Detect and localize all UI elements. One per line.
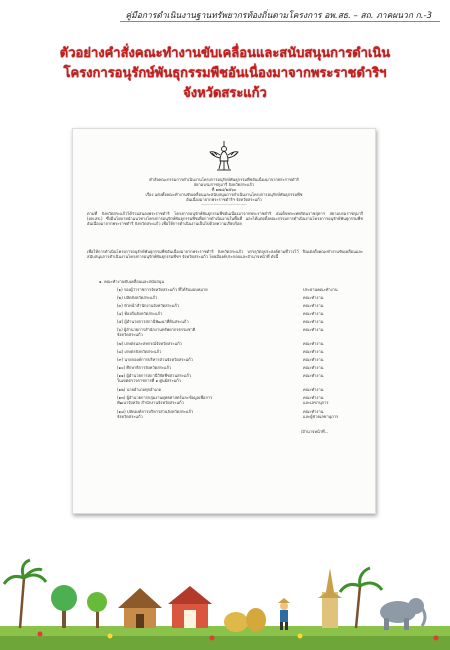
member-name: (๑๐) ศึกษาธิการจังหวัดสระแก้ว [117, 365, 172, 370]
document-scan [72, 128, 376, 514]
header-divider [120, 21, 440, 22]
member-name: (๑๒) นายอำเภอทุกอำเภอ [117, 387, 162, 392]
member-role: คณะทำงาน [303, 357, 324, 362]
garuda-emblem-icon [209, 139, 239, 173]
member-role: ประธานคณะทำงาน [303, 287, 338, 292]
page-header [0, 6, 450, 22]
order-heading-1: คำสั่งคณะกรรมการดำเนินงานโครงการอนุรักษ์พันธุกรรมพืชอันเนื่องมาจากพระราชดำริ [149, 177, 299, 182]
member-role: คณะทำงาน [303, 295, 324, 300]
member-role: คณะทำงาน [303, 303, 324, 308]
tree-icon [51, 585, 107, 628]
member-name: (๔) ท้องถิ่นจังหวัดสระแก้ว [117, 311, 163, 316]
member-name: (๑๑) ผู้อำนวยการสถานีวิจัยพืชสวนสระแก้ว [117, 373, 192, 378]
member-name: พัฒนาจังหวัด สำนักงานจังหวัดสระแก้ว [117, 400, 184, 405]
rural-scene-illustration [0, 548, 450, 650]
order-number: ที่ ๑๗๘/๒๕๖๐ [211, 187, 237, 192]
barn-icon [168, 586, 212, 628]
member-role: คณะทำงาน [303, 311, 324, 316]
elephant-icon [380, 598, 425, 630]
member-role: คณะทำงาน [303, 409, 324, 414]
member-role: และเลขานุการ [303, 400, 329, 405]
member-name: จังหวัดสระแก้ว [117, 332, 143, 337]
member-role: คณะทำงาน [303, 319, 324, 324]
member-role: คณะทำงาน [303, 395, 324, 400]
member-name: (๒) ปลัดจังหวัดสระแก้ว [117, 295, 158, 300]
subject-separator: ------------------------------------------- [200, 202, 248, 206]
order-heading-2: สยามบรมราชกุมารี จังหวัดสระแก้ว [193, 182, 255, 187]
palm-tree-right-icon [340, 568, 382, 628]
member-name: (๗) เกษตรและสหกรณ์จังหวัดสระแก้ว [117, 341, 182, 346]
member-role: และผู้ช่วยเลขานุการ [303, 414, 339, 419]
member-name: (๑๓) ผู้อำนวยการกลุ่มงานยุทธศาสตร์และข้อมูลเพื่อการ [117, 395, 213, 400]
member-role: คณะทำงาน [303, 365, 324, 370]
member-role: คณะทำงาน [303, 327, 324, 332]
member-role: คณะทำงาน [303, 349, 324, 354]
palm-tree-left-icon [4, 560, 46, 628]
continued-note: /อำนาจหน้าที่... [301, 429, 329, 434]
title-line-3: จังหวัดสระแก้ว [183, 86, 267, 101]
member-role: คณะทำงาน [303, 387, 324, 392]
member-name: (๖) ผู้อำนวยการสำนักงานทรัพยากรธรรมชาติ [117, 327, 196, 332]
member-name: (๑) รองผู้ว่าราชการจังหวัดสระแก้ว ที่ได้รับมอบหมาย [117, 287, 208, 292]
member-name: (๓) หัวหน้าสำนักงานจังหวัดสระแก้ว [117, 303, 180, 308]
farmer-icon [278, 598, 290, 630]
section-heading: ๑. คณะทำงานขับเคลื่อนและสนับสนุน [99, 279, 165, 284]
member-name: ในเขตตรวจราชการที่ ๑ ศูนย์สระแก้ว [117, 378, 181, 383]
member-name: (๑๔) ปลัดองค์การบริหารส่วนจังหวัดสระแก้ว [117, 409, 194, 414]
title-line-1: ตัวอย่างคำสั่งคณะทำงานขับเคลื่อนและสนับสนุนการดำเนิน [59, 46, 391, 61]
hut-icon [118, 588, 162, 628]
header-text: คู่มือการดำเนินงานฐานทรัพยากรท้องถิ่นตามโครงการ อพ.สธ. – สถ. ภาคผนวก ก.-3 [125, 11, 432, 21]
member-name: (๙) นายกองค์การบริหารส่วนจังหวัดสระแก้ว [117, 357, 193, 362]
pagoda-icon [318, 568, 342, 628]
haystack-icon [224, 608, 266, 632]
grass-front [0, 636, 450, 650]
order-subject-1: เรื่อง แต่งตั้งคณะทำงานขับเคลื่อนและสนับสนุนการดำเนินงานโครงการอนุรักษ์พันธุกรรมพืช [145, 192, 303, 197]
member-role: คณะทำงาน [303, 341, 324, 346]
paragraph-1: ตามที่ จังหวัดสระแก้วได้ร่วมสนองพระราชดำริ โครงการอนุรักษ์พันธุกรรมพืชอันเนื่องมาจากพระราชดำริ สมเด็จพระเทพรัตนราชสุดาฯ สยามบรมราชกุมารี (อพ.สธ.) ซึ่งมีนโยบายนำแนวทางโครงการอนุรักษ์พันธุกรรมพืชเพื่อการดำเนินงานในพื้นที่ และได้แต่งตั้งคณะกรรมการดำเนินงานโครงการอนุรักษ์พันธุกรรมพืชอันเนื่องมาจากพระราชดำริ จังหวัดสระแก้ว เพื่อให้การดำเนินงานเป็นไปด้วยความเรียบร้อย [87, 211, 363, 226]
member-name: จังหวัดสระแก้ว [117, 414, 143, 419]
member-role: คณะทำงาน [303, 373, 324, 378]
page-title [30, 44, 420, 104]
member-name: (๕) ผู้อำนวยการสถานีพัฒนาที่ดินสระแก้ว [117, 319, 189, 324]
title-line-2: โครงการอนุรักษ์พันธุกรรมพืชอันเนื่องมาจากพระราชดำริฯ [63, 66, 387, 81]
order-subject-2: อันเนื่องมาจากพระราชดำริฯ จังหวัดสระแก้ว [186, 197, 262, 202]
paragraph-2: เพื่อให้การดำเนินโครงการอนุรักษ์พันธุกรรมพืชอันเนื่องมาจากพระราชดำริ จังหวัดสระแก้ว บรรลุวัตถุประสงค์ตามที่วางไว้ จึงแต่งตั้งคณะทำงานขับเคลื่อนและสนับสนุนการดำเนินงานโครงการอนุรักษ์พันธุกรรมพืชฯ จังหวัดสระแก้ว โดยมีองค์ประกอบและอำนาจหน้าที่ ดังนี้ [87, 249, 363, 259]
member-name: (๘) เกษตรจังหวัดสระแก้ว [117, 349, 162, 354]
